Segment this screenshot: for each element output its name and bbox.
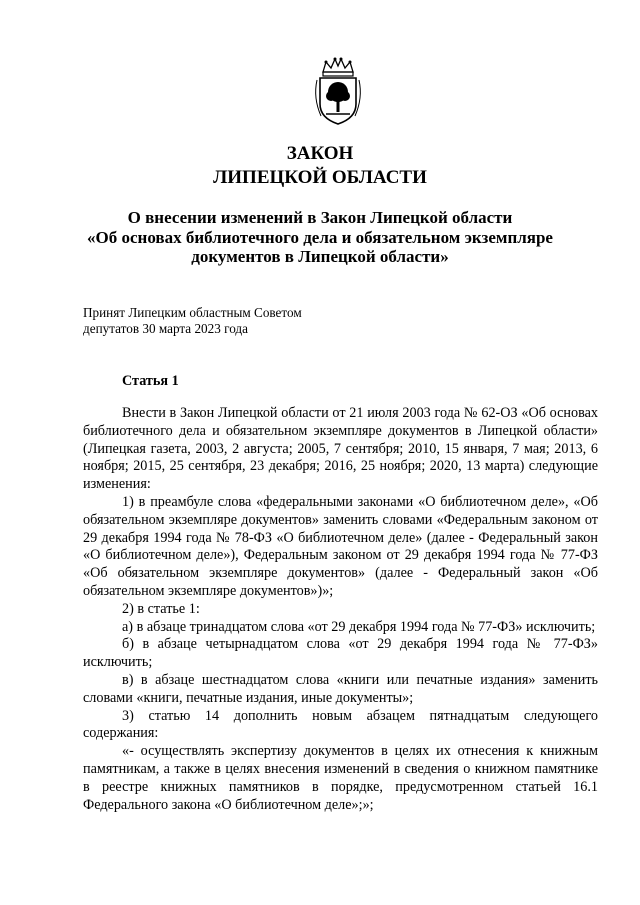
article-paragraph: «- осуществлять экспертизу документов в целях их отнесения к книжным памятникам, а также в целях внесения изменений в сведения о книжном памятнике в реестре книжных памятников в порядке, предусмотренном статьей 16.1 Федерального закона «О библиотечном деле»;»; <box>83 743 598 813</box>
article-paragraph: 1) в преамбуле слова «федеральными законами «О библиотечном деле», «Об обязательном экземпляре документов» заменить словами «Федеральным законом от 29 декабря 1994 года № 78-ФЗ «О библиотечном деле» (далее - Федеральный закон «О библиотечном деле»), Федеральным законом от 29 декабря 1994 года № 77-ФЗ «Об обязательном экземпляре документов» (далее - Федеральный закон «Об обязательном экземпляре документов»)»; <box>83 493 598 599</box>
adoption-line: Принят Липецким областным Советом <box>83 305 302 320</box>
subject-line: «Об основах библиотечного дела и обязательном экземпляре <box>87 227 553 247</box>
subject-line: документов в Липецкой области» <box>191 247 449 266</box>
subject-line: О внесении изменений в Закон Липецкой области <box>127 208 513 227</box>
article-paragraph: б) в абзаце четырнадцатом слова «от 29 декабря 1994 года № 77-ФЗ» исключить; <box>83 636 598 671</box>
article-paragraph: 3) статью 14 дополнить новым абзацем пятнадцатым следующего содержания: <box>83 707 598 742</box>
law-title-line: ЗАКОН <box>286 143 354 164</box>
article-heading: Статья 1 <box>122 373 179 389</box>
article-paragraph: 2) в статье 1: <box>122 600 200 617</box>
article-paragraph: а) в абзаце тринадцатом слова «от 29 декабря 1994 года № 77-ФЗ» исключить; <box>122 618 596 635</box>
law-subject <box>0 208 640 267</box>
adoption-note <box>83 305 302 336</box>
law-title <box>0 142 640 190</box>
region-title-line: ЛИПЕЦКОЙ ОБЛАСТИ <box>213 167 427 188</box>
article-paragraph: Внести в Закон Липецкой области от 21 июля 2003 года № 62-ОЗ «Об основах библиотечного дела и обязательном экземпляре документов в Липецкой области» (Липецкая газета, 2003, 2 августа; 2005, 7 сентября; 2010, 15 января, 7 мая; 2013, 6 ноября; 2015, 25 сентября, 23 декабря; 2016, 25 ноября; 2020, 13 марта) следующие изменения: <box>83 405 598 493</box>
adoption-line: депутатов 30 марта 2023 года <box>83 320 248 336</box>
article-body <box>83 405 598 814</box>
article-paragraph: в) в абзаце шестнадцатом слова «книги или печатные издания» заменить словами «книги, печатные издания, иные документы»; <box>83 671 598 706</box>
lipetsk-coat-of-arms-icon <box>312 56 364 126</box>
